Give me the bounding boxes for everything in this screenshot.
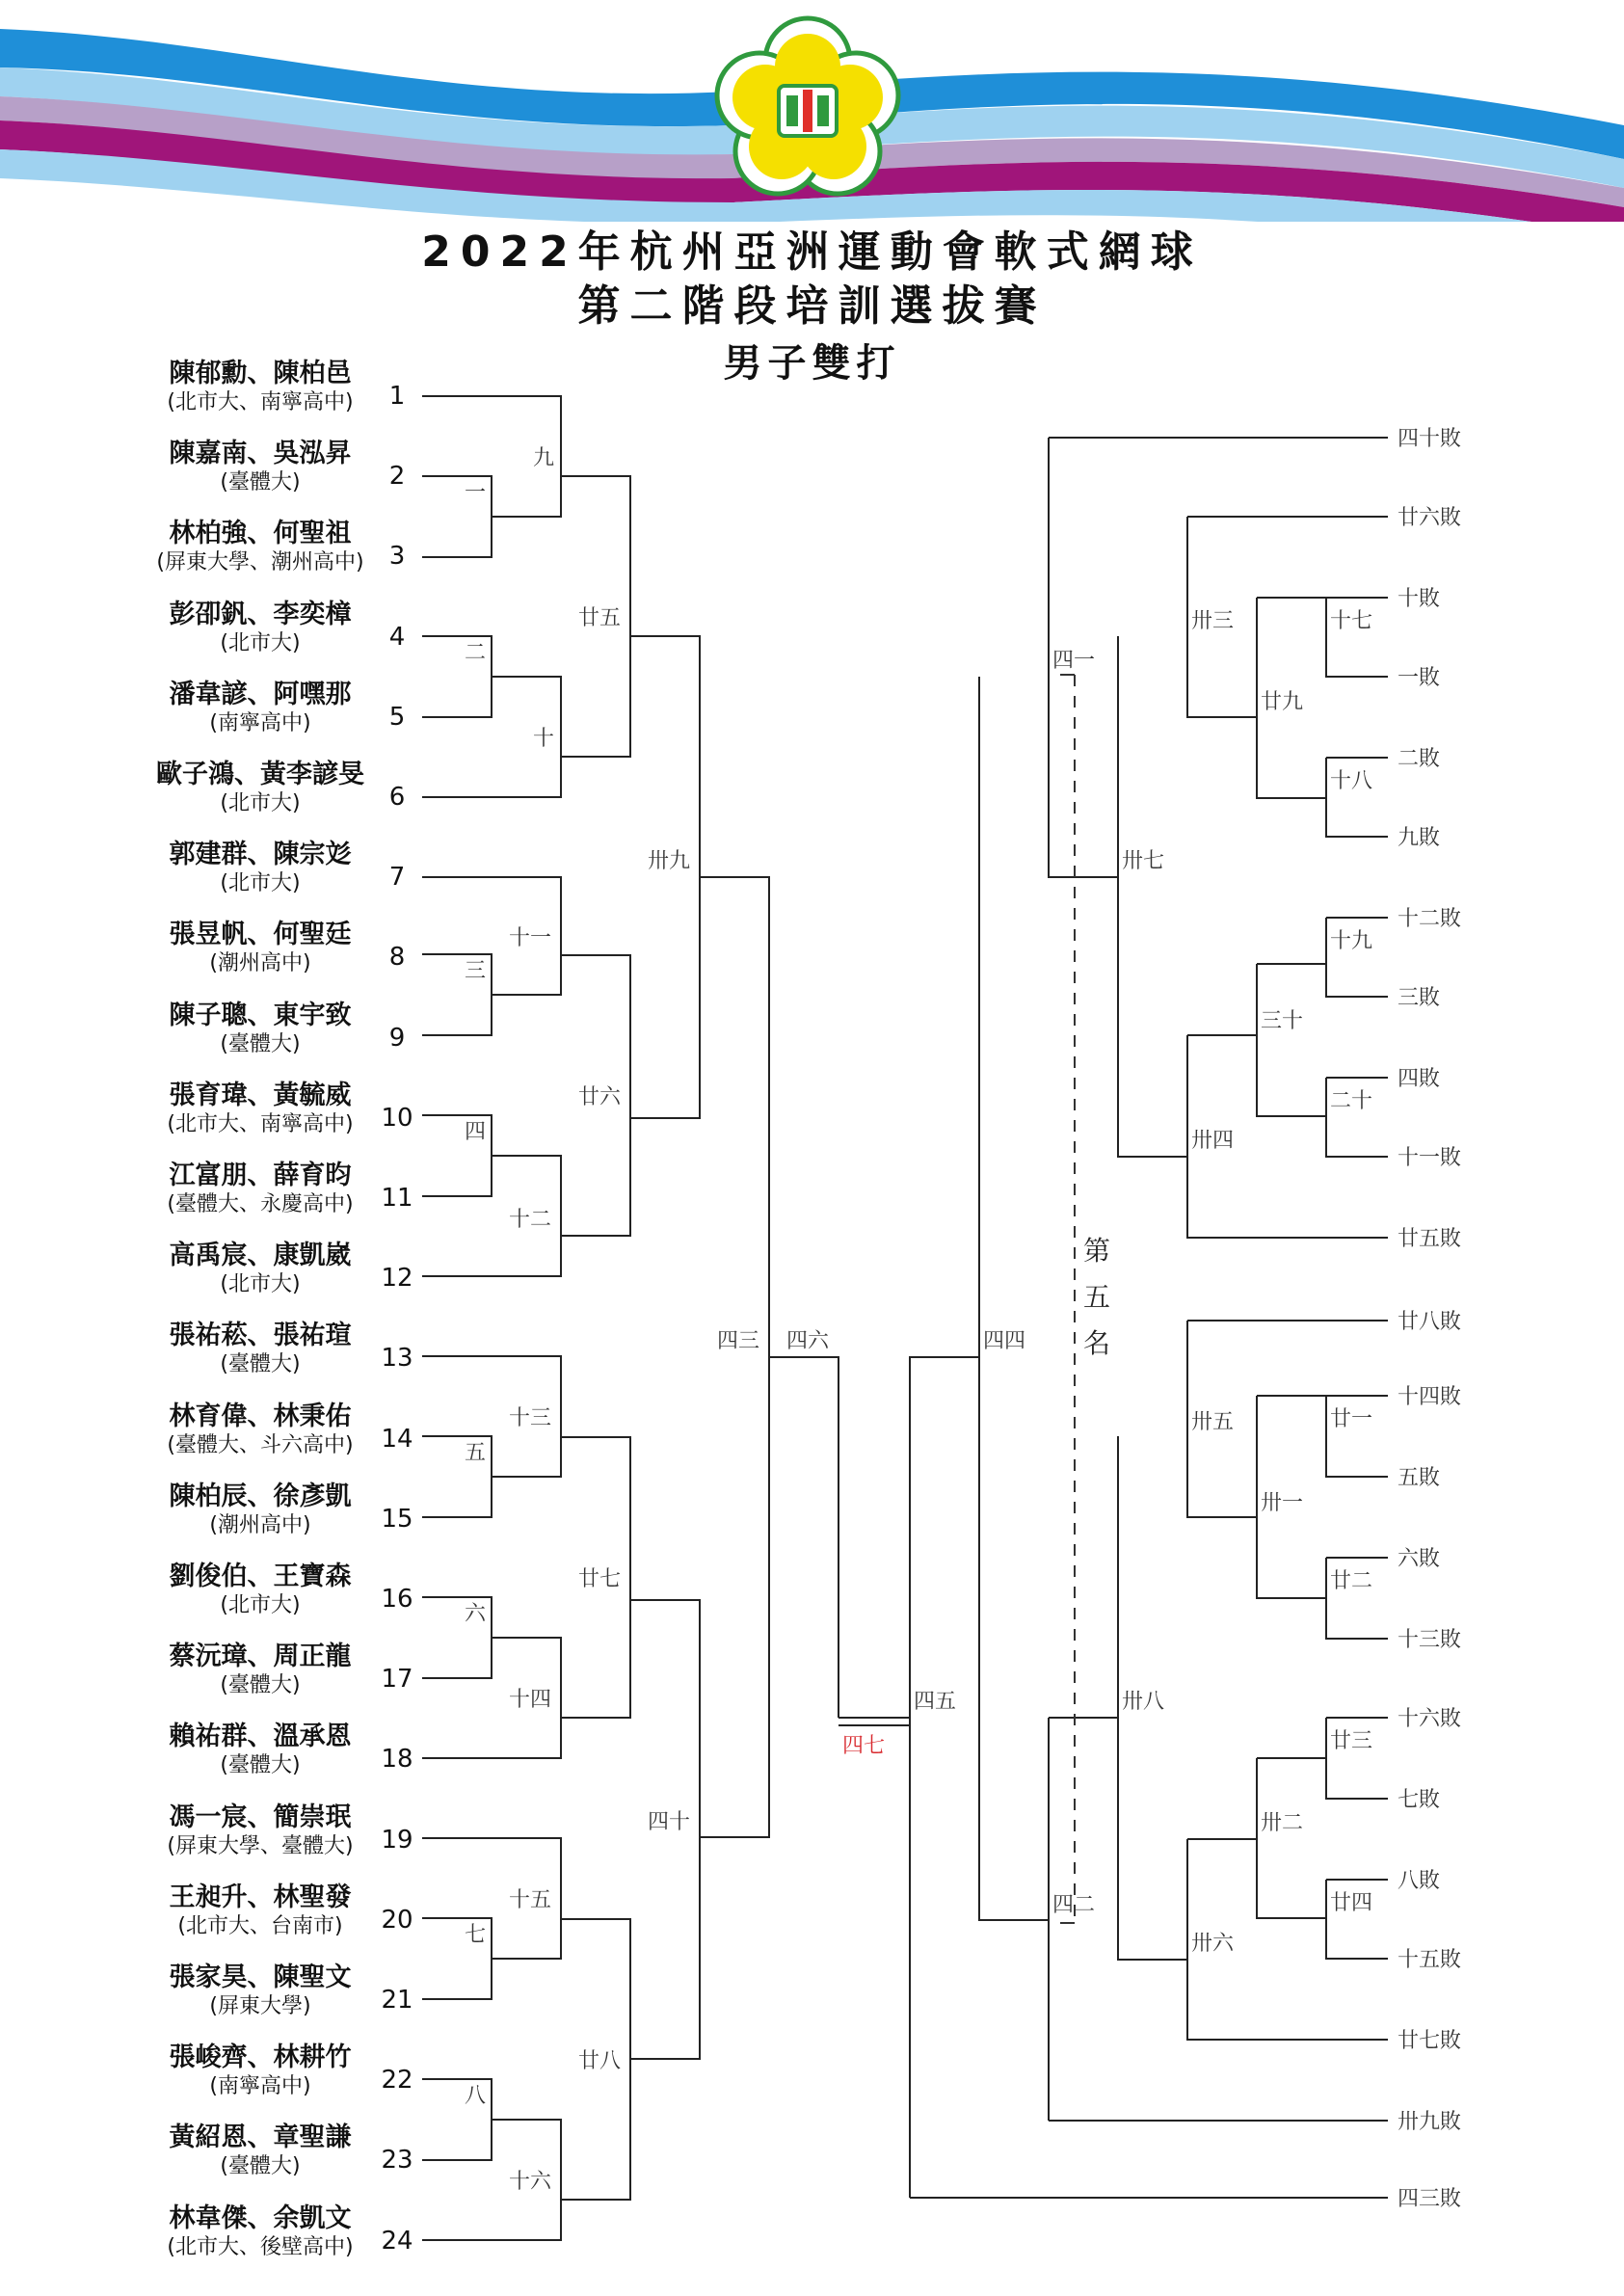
team-players: 張育瑋、黃毓威 (169, 1080, 352, 1110)
team-school: (北市大、南寧高中) (167, 390, 354, 414)
loser-label: 三敗 (1398, 986, 1441, 1010)
match-label-m35: 卅五 (1191, 1410, 1235, 1434)
team-entry (125, 599, 395, 656)
match-label-m2: 二 (465, 641, 487, 665)
team-entry (125, 1080, 395, 1137)
match-label-m32: 卅二 (1261, 1811, 1304, 1835)
match-label-m37: 卅七 (1122, 849, 1165, 873)
bracket-line-m41 (1049, 438, 1388, 877)
seed-number: 2 (388, 462, 406, 492)
loser-label: 一敗 (1398, 666, 1441, 690)
match-label-m27: 廿七 (578, 1567, 622, 1591)
match-label-m4: 四 (465, 1120, 487, 1144)
seed-number: 15 (381, 1504, 413, 1534)
match-label-m6: 六 (465, 1602, 487, 1626)
seed-number: 14 (381, 1424, 413, 1454)
team-school: (臺體大) (220, 1031, 301, 1056)
team-players: 郭建群、陳宗彣 (169, 840, 352, 870)
team-school: (北市大、台南市) (177, 1913, 343, 1938)
match-label-m16: 十六 (509, 2170, 552, 2194)
bracket-line-m32 (1257, 1758, 1326, 1918)
team-players: 賴祐群、溫承恩 (169, 1722, 352, 1752)
seed-number: 3 (388, 542, 406, 572)
bracket-line-m44 (979, 677, 1049, 1920)
match-label-m1: 一 (465, 481, 487, 505)
match-label-m30: 三十 (1261, 1009, 1304, 1033)
team-entry (125, 1160, 395, 1217)
seed-number: 24 (381, 2226, 413, 2256)
match-label-m11: 十一 (509, 926, 552, 950)
seed-number: 5 (388, 702, 406, 732)
seed-number: 7 (388, 863, 406, 893)
team-school: (北市大、後壁高中) (167, 2234, 354, 2259)
match-label-m3: 三 (465, 959, 487, 983)
bracket-line-m39 (630, 636, 700, 1118)
team-school: (屏東大學、臺體大) (167, 1833, 354, 1858)
loser-label: 七敗 (1398, 1788, 1441, 1812)
team-entry (125, 1721, 395, 1778)
loser-label: 十四敗 (1398, 1385, 1462, 1409)
loser-label: 十六敗 (1398, 1707, 1462, 1731)
match-label-m31: 卅一 (1261, 1491, 1304, 1515)
loser-label: 十一敗 (1398, 1146, 1462, 1170)
match-label-m10: 十 (533, 727, 555, 751)
team-entry (125, 919, 395, 976)
match-label-m40: 四十 (648, 1810, 691, 1834)
team-players: 歐子鴻、黃李諺旻 (156, 760, 364, 789)
page-subtitle: 第二階段培訓選拔賽 (577, 281, 1047, 331)
loser-label: 八敗 (1398, 1869, 1441, 1893)
loser-label: 十二敗 (1398, 907, 1462, 931)
seed-number: 8 (388, 943, 406, 973)
seed-number: 12 (381, 1264, 413, 1294)
team-players: 劉俊伯、王寶森 (169, 1562, 352, 1591)
match-label-m26: 廿六 (578, 1085, 622, 1109)
team-entry (125, 1320, 395, 1377)
match-label-m29: 廿九 (1261, 690, 1304, 714)
bracket-line-m42 (1049, 1718, 1388, 2121)
match-label-m18: 十八 (1330, 769, 1373, 793)
team-school: (北市大) (220, 1272, 301, 1297)
team-entry (125, 2122, 395, 2179)
match-label-m46: 四六 (786, 1329, 830, 1353)
team-school: (臺體大) (220, 1673, 301, 1698)
match-label-m25: 廿五 (578, 606, 622, 630)
team-entry (125, 1962, 395, 2019)
team-players: 林韋傑、余凱文 (169, 2203, 352, 2233)
fifth-place-char: 名 (1083, 1327, 1111, 1359)
seed-number: 13 (381, 1344, 413, 1374)
seed-number: 19 (381, 1825, 413, 1855)
match-label-m13: 十三 (509, 1406, 552, 1430)
team-entry (125, 358, 395, 415)
match-label-m36: 卅六 (1191, 1932, 1235, 1956)
loser-label: 十五敗 (1398, 1948, 1462, 1972)
seed-number: 23 (381, 2146, 413, 2176)
team-entry (125, 1401, 395, 1458)
match-label-m23: 廿三 (1330, 1729, 1373, 1753)
team-entry (125, 1240, 395, 1297)
loser-labels (1398, 427, 1461, 2211)
match-label-m44: 四四 (983, 1329, 1026, 1353)
loser-label: 十敗 (1398, 587, 1441, 611)
event-title: 男子雙打 (723, 341, 901, 386)
loser-label: 廿六敗 (1398, 506, 1462, 530)
team-players: 林柏強、何聖祖 (169, 519, 352, 549)
match-label-m14: 十四 (509, 1688, 552, 1712)
loser-label: 六敗 (1398, 1547, 1441, 1571)
match-label-m7: 七 (465, 1923, 487, 1947)
seed-number: 20 (381, 1905, 413, 1935)
team-school: (北市大) (220, 871, 301, 896)
team-entry (125, 1802, 395, 1859)
team-players: 王昶升、林聖發 (169, 1882, 352, 1912)
team-entry (125, 2042, 395, 2099)
seed-number: 11 (381, 1184, 413, 1213)
team-school: (臺體大) (220, 2154, 301, 2179)
match-label-m20: 二十 (1330, 1089, 1373, 1113)
bracket-line-m37 (1118, 636, 1187, 1157)
loser-label: 廿八敗 (1398, 1310, 1462, 1334)
match-label-m12: 十二 (509, 1208, 552, 1232)
team-school: (臺體大) (220, 470, 301, 495)
loser-label: 四三敗 (1398, 2187, 1462, 2211)
team-players: 彭卲釩、李奕樟 (169, 599, 352, 629)
match-label-m15: 十五 (509, 1888, 552, 1912)
team-school: (北市大) (220, 630, 301, 655)
team-players: 高禹宸、康凱崴 (169, 1241, 352, 1271)
team-players: 陳郁勳、陳柏邑 (169, 359, 352, 388)
team-entry (125, 438, 395, 495)
team-school: (臺體大、永慶高中) (167, 1192, 354, 1216)
seed-number: 1 (388, 382, 406, 411)
match-label-m5: 五 (465, 1441, 487, 1465)
fifth-place-char: 第 (1083, 1235, 1111, 1267)
team-players: 張祐菘、張祐瑄 (169, 1321, 352, 1351)
team-school: (臺體大、斗六高中) (167, 1432, 354, 1457)
team-players: 江富朋、薛育昀 (169, 1161, 352, 1190)
match-label-m28: 廿八 (578, 2049, 622, 2073)
loser-label: 廿七敗 (1398, 2029, 1462, 2053)
team-players: 林育偉、林秉佑 (169, 1401, 352, 1431)
match-label-m34: 卅四 (1191, 1129, 1235, 1153)
team-players: 蔡沅璋、周正龍 (169, 1642, 352, 1672)
match-label-m21: 廿一 (1330, 1407, 1373, 1431)
seed-number: 4 (388, 622, 406, 652)
team-players: 張峻齊、林耕竹 (169, 2042, 352, 2073)
match-label-m22: 廿二 (1330, 1569, 1373, 1593)
match-label-m8: 八 (465, 2084, 487, 2108)
team-school: (臺體大) (220, 1753, 301, 1778)
loser-label: 五敗 (1398, 1466, 1441, 1490)
team-school: (北市大) (220, 791, 301, 815)
loser-label: 二敗 (1398, 747, 1441, 771)
seed-number: 22 (381, 2066, 413, 2096)
seed-number: 17 (381, 1665, 413, 1695)
team-players: 潘韋諺、阿嘿那 (169, 679, 352, 709)
match-label-m24: 廿四 (1330, 1891, 1373, 1915)
page-title: 2022年杭州亞洲運動會軟式網球 (421, 227, 1203, 277)
team-entry (125, 759, 395, 816)
team-players: 陳嘉南、吳泓昇 (169, 439, 352, 469)
team-school: (屏東大學) (209, 1994, 311, 2018)
loser-label: 十三敗 (1398, 1628, 1462, 1652)
team-players: 張昱帆、何聖廷 (169, 920, 352, 950)
seed-number: 16 (381, 1585, 413, 1614)
match-label-m9: 九 (533, 446, 555, 470)
loser-label: 卅九敗 (1398, 2110, 1462, 2134)
bracket-line-m46 (769, 1357, 839, 1718)
team-school: (南寧高中) (209, 710, 311, 735)
seed-number: 21 (381, 1986, 413, 2015)
loser-label: 四十敗 (1398, 427, 1462, 451)
team-entry (125, 679, 395, 736)
seed-number: 10 (381, 1103, 413, 1133)
team-players: 黃紹恩、章聖謙 (169, 2122, 352, 2153)
match-label-m17: 十七 (1330, 609, 1373, 633)
team-players: 陳柏辰、徐彥凱 (169, 1481, 352, 1511)
fifth-place-label (1083, 1235, 1110, 1359)
seed-number: 18 (381, 1745, 413, 1775)
team-school: (南寧高中) (209, 2074, 311, 2099)
bracket-line-m45 (910, 1357, 979, 2198)
team-entry (125, 1481, 395, 1538)
match-label-m42: 四二 (1052, 1893, 1096, 1917)
bracket-line-m30 (1257, 964, 1326, 1116)
match-label-m19: 十九 (1330, 929, 1373, 953)
seed-number: 6 (388, 783, 406, 812)
loser-label: 廿五敗 (1398, 1227, 1462, 1251)
team-entry (125, 839, 395, 896)
team-school: (北市大) (220, 1593, 301, 1617)
team-entry (125, 1882, 395, 1939)
team-school: (北市大、南寧高中) (167, 1111, 354, 1136)
team-entry (125, 518, 395, 575)
team-entry (125, 1561, 395, 1618)
team-school: (潮州高中) (209, 951, 311, 976)
loser-label: 九敗 (1398, 826, 1441, 850)
fifth-place-char: 五 (1083, 1281, 1111, 1313)
loser-label: 四敗 (1398, 1067, 1441, 1091)
team-school: (臺體大) (220, 1352, 301, 1377)
team-entry (125, 1641, 395, 1698)
team-entry (125, 1000, 395, 1057)
team-players: 馮一宸、簡崇珉 (169, 1802, 352, 1832)
team-players: 張家昊、陳聖文 (169, 1962, 352, 1992)
match-label-m43: 四三 (717, 1329, 760, 1353)
bracket-lines (422, 396, 1388, 2240)
team-school: (潮州高中) (209, 1512, 311, 1537)
team-entry (125, 2203, 395, 2260)
match-label-m47: 四七 (842, 1734, 886, 1758)
bracket-line-m43 (700, 877, 769, 1837)
match-label-m33: 卅三 (1191, 609, 1235, 633)
match-label-m45: 四五 (914, 1690, 957, 1714)
team-school: (屏東大學、潮州高中) (156, 550, 364, 575)
match-label-m41: 四一 (1052, 649, 1096, 673)
match-label-m39: 卅九 (648, 849, 691, 873)
seed-number: 9 (388, 1023, 406, 1053)
match-label-m38: 卅八 (1122, 1690, 1165, 1714)
team-players: 陳子聰、東宇致 (169, 1000, 352, 1030)
